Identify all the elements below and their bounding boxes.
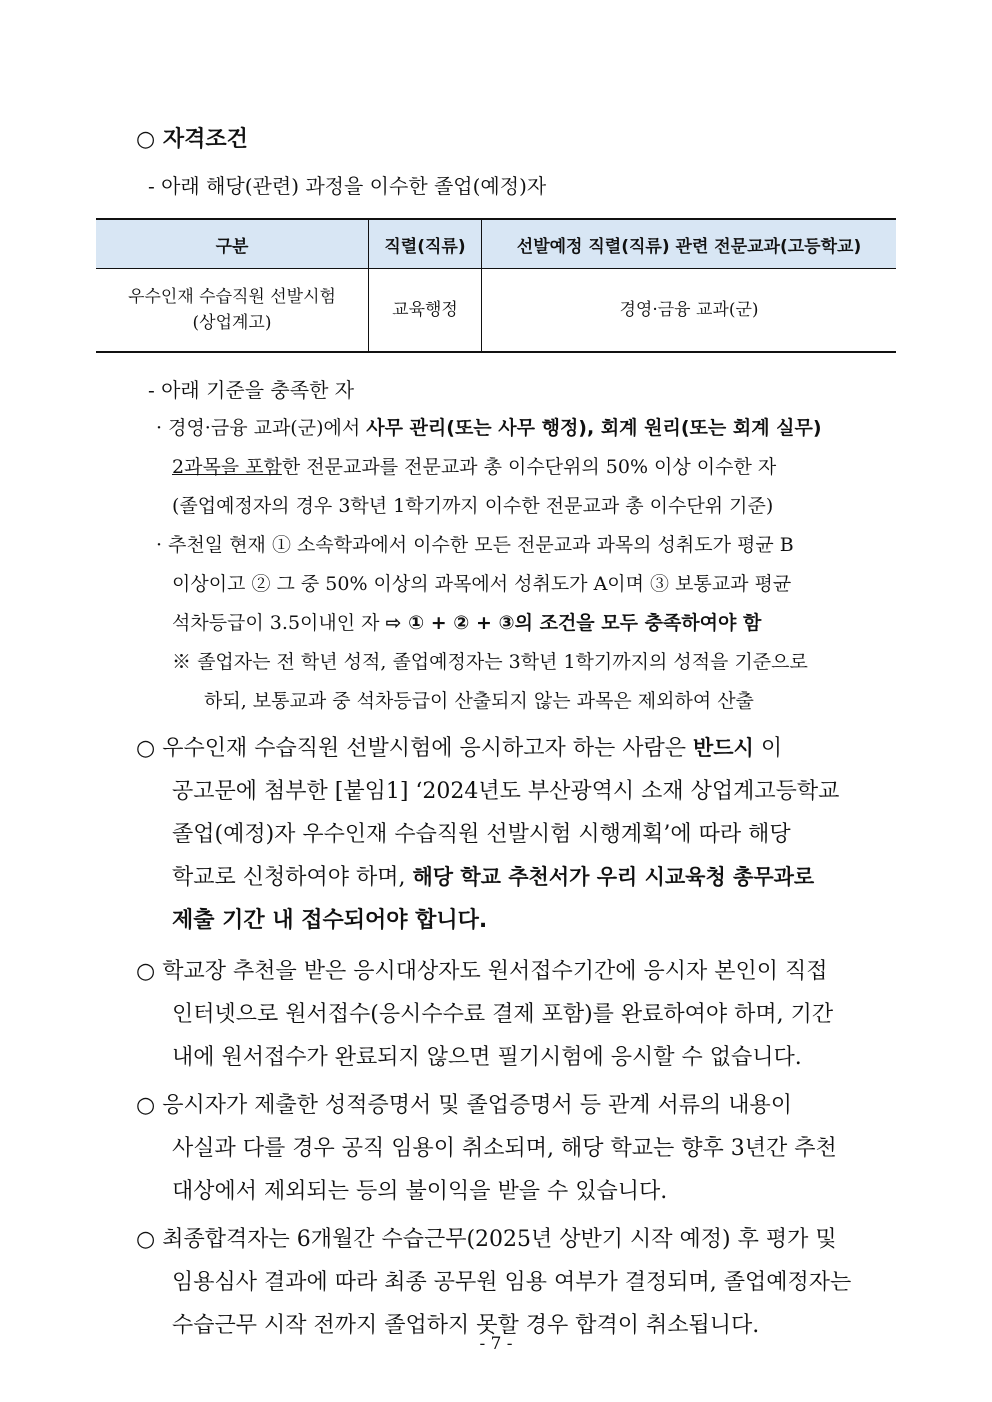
- circle-bullet-icon: ○: [136, 127, 156, 152]
- section-heading: [136, 122, 248, 153]
- text: 학교로 신청하여야 하며,: [172, 865, 413, 890]
- paragraph-3-line1: [136, 1088, 792, 1119]
- table-cell-subjects: 경영·금융 교과(군): [482, 269, 897, 353]
- criteria-bullet-1: [156, 413, 822, 440]
- table-header: 구분: [96, 219, 369, 269]
- table-cell-series: 교육행정: [369, 269, 482, 353]
- category-line: 우수인재 수습직원 선발시험: [128, 286, 336, 307]
- paragraph-3-line2: 사실과 다를 경우 공직 임용이 취소되며, 해당 학교는 향후 3년간 추천: [172, 1136, 837, 1161]
- qualification-table: [96, 218, 896, 353]
- text: 응시자가 제출한 성적증명서 및 졸업증명서 등 관계 서류의 내용이: [162, 1093, 792, 1118]
- table-cell-category: [96, 269, 369, 353]
- criteria-note-line2: 하되, 보통교과 중 석차등급이 산출되지 않는 과목은 제외하여 산출: [204, 690, 754, 712]
- bold-text: 반드시: [692, 736, 754, 760]
- paragraph-4-line3: 수습근무 시작 전까지 졸업하지 못할 경우 합격이 취소됩니다.: [172, 1313, 760, 1338]
- text: 우수인재 수습직원 선발시험에 응시하고자 하는 사람은: [162, 736, 693, 761]
- bold-text: 사무 관리(또는 사무 행정), 회계 원리(또는 회계 실무): [366, 417, 822, 439]
- table-header: 직렬(직류): [369, 219, 482, 269]
- criteria-bullet-1-line2: [172, 452, 776, 479]
- paragraph-1-line3: 졸업(예정)자 우수인재 수습직원 선발시험 시행계획’에 따라 해당: [172, 822, 791, 847]
- circle-bullet-icon: ○: [136, 1227, 156, 1252]
- text: 경영·금융 교과(군)에서: [168, 417, 367, 439]
- table-row: [96, 269, 896, 353]
- text: 학교장 추천을 받은 응시대상자도 원서접수기간에 응시자 본인이 직접: [162, 959, 828, 984]
- criteria-bullet-2-line3: [172, 608, 761, 635]
- bold-text: ① + ② + ③의 조건을 모두 충족하여야 함: [401, 612, 762, 634]
- criteria-bullet-1-line3: (졸업예정자의 경우 3학년 1학기까지 이수한 전문교과 총 이수단위 기준): [172, 495, 774, 517]
- arrow-icon: ⇨: [385, 612, 402, 634]
- criteria-heading: - 아래 기준을 충족한 자: [148, 378, 355, 402]
- criteria-bullet-2-line2: 이상이고 ② 그 중 50% 이상의 과목에서 성취도가 A이며 ③ 보통교과 평균: [172, 573, 792, 595]
- table-header: 선발예정 직렬(직류) 관련 전문교과(고등학교): [482, 219, 897, 269]
- paragraph-3-line3: 대상에서 제외되는 등의 불이익을 받을 수 있습니다.: [172, 1179, 668, 1204]
- text: 석차등급이 3.5이내인 자: [172, 612, 386, 634]
- section-title: 자격조건: [162, 126, 248, 152]
- paragraph-4-line2: 임용심사 결과에 따라 최종 공무원 임용 여부가 결정되며, 졸업예정자는: [172, 1270, 852, 1295]
- table-header-row: [96, 219, 896, 269]
- paragraph-4-line1: [136, 1222, 837, 1253]
- text: 추천일 현재 ① 소속학과에서 이수한 모든 전문교과 과목의 성취도가 평균 B: [168, 534, 794, 556]
- paragraph-2-line1: [136, 954, 827, 985]
- bullet-dot-icon: ·: [156, 417, 163, 439]
- intro-line: - 아래 해당(관련) 과정을 이수한 졸업(예정)자: [148, 174, 547, 198]
- reference-mark-icon: ※: [172, 651, 192, 673]
- circle-bullet-icon: ○: [136, 1093, 156, 1118]
- page-number: - 7 -: [479, 1334, 513, 1354]
- circle-bullet-icon: ○: [136, 736, 156, 761]
- paragraph-1-line2: 공고문에 첨부한 [붙임1] ‘2024년도 부산광역시 소재 상업계고등학교: [172, 779, 840, 804]
- criteria-bullet-2: [156, 530, 794, 557]
- text: 최종합격자는 6개월간 수습근무(2025년 상반기 시작 예정) 후 평가 및: [162, 1227, 837, 1252]
- paragraph-2-line3: 내에 원서접수가 완료되지 않으면 필기시험에 응시할 수 없습니다.: [172, 1045, 802, 1070]
- bold-text: 해당 학교 추천서가 우리 시교육청 총무과로: [412, 865, 815, 889]
- circle-bullet-icon: ○: [136, 959, 156, 984]
- text: 졸업자는 전 학년 성적, 졸업예정자는 3학년 1학기까지의 성적을 기준으로: [197, 651, 808, 673]
- paragraph-2-line2: 인터넷으로 원서접수(응시수수료 결제 포함)를 완료하여야 하며, 기간: [172, 1002, 834, 1027]
- paragraph-1-line5: 제출 기간 내 접수되어야 합니다.: [172, 908, 488, 933]
- bullet-dot-icon: ·: [156, 534, 163, 556]
- paragraph-1-line4: [172, 860, 814, 891]
- category-line: (상업계고): [192, 313, 272, 333]
- text: 한 전문교과를 전문교과 총 이수단위의 50% 이상 이수한 자: [281, 456, 777, 478]
- paragraph-1-line1: [136, 731, 782, 762]
- text: 이: [753, 736, 783, 761]
- criteria-note: [172, 647, 808, 674]
- underlined-text: 2과목을 포함: [172, 456, 282, 478]
